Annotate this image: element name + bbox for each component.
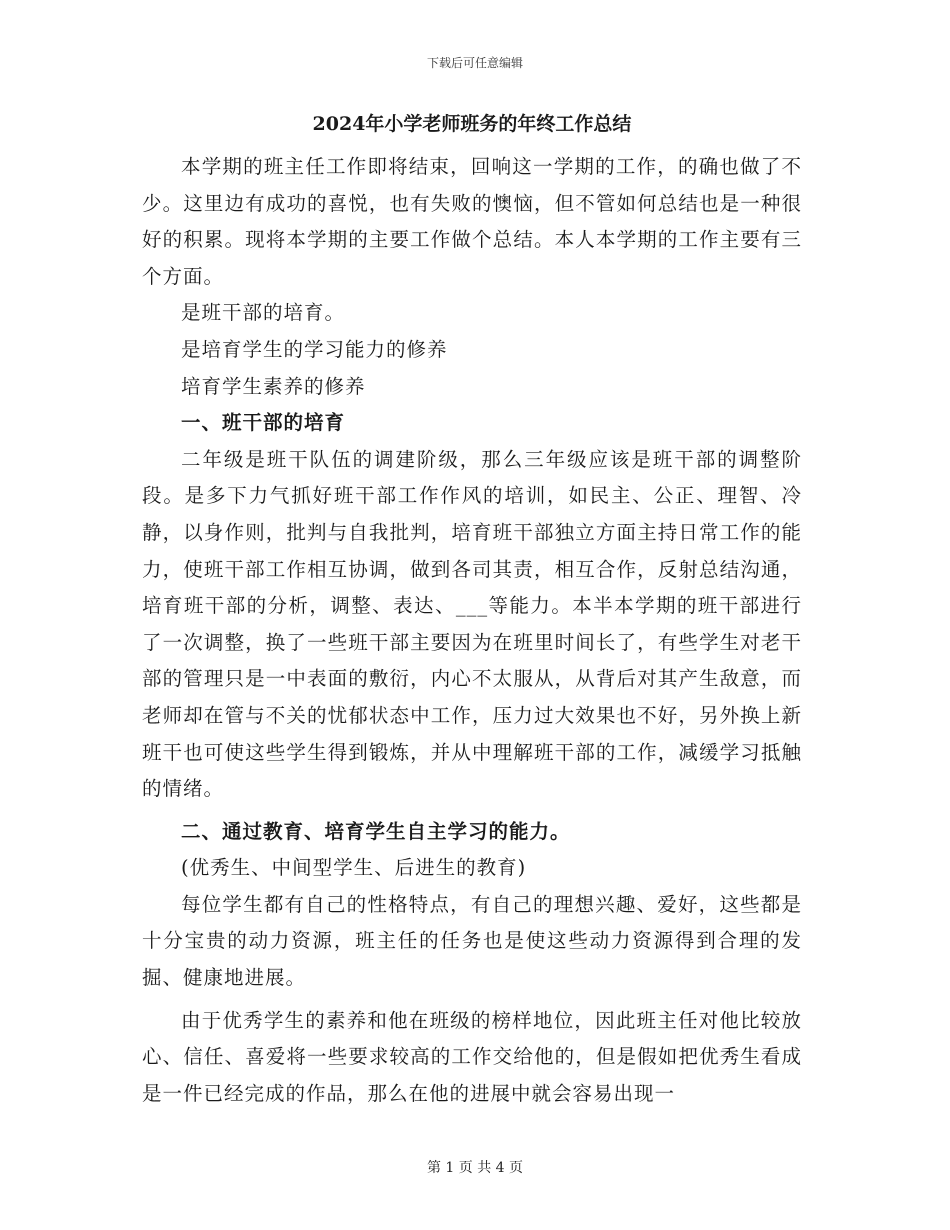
section1-paragraph: 二年级是班干队伍的调建阶级，那么三年级应该是班干部的调整阶段。是多下力气抓好班干部工作作风的培训，如民主、公正、理智、冷静，以身作则，批判与自我批判，培育班干部独立方面主持日常工作的能力，使班干部工作相互协调，做到各司其责，相互合作，反射总结沟通，培育班干部的分析，调整、表达、___等能力。本半本学期的班干部进行了一次调整，换了一些班干部主要因为在班里时间长了，有些学生对老干部的管理只是一中表面的敷衍，内心不太服从，从背后对其产生敌意，而老师却在管与不关的忧郁状态中工作，压力过大效果也不好，另外换上新班干也可使这些学生得到锻炼，并从中理解班干部的工作，减缓学习抵触的情绪。	[142, 447, 802, 801]
section2-heading: 二、通过教育、培育学生自主学习的能力。	[181, 819, 571, 843]
document-title: 2024年小学老师班务的年终工作总结	[312, 113, 632, 135]
section2-paragraph-2: 由于优秀学生的素养和他在班级的榜样地位，因此班主任对他比较放心、信任、喜爱将一些要求较高的工作交给他的，但是假如把优秀生看成是一件已经完成的作品，那么在他的进展中就会容易出现一	[142, 1008, 802, 1105]
point-item-2: 是培育学生的学习能力的修养	[181, 337, 448, 361]
section2-subheading: (优秀生、中间型学生、后进生的教育)	[181, 856, 527, 880]
document-body	[142, 111, 802, 1112]
point-item-1: 是班干部的培育。	[181, 301, 346, 325]
page-header-note: 下载后可任意编辑	[426, 56, 523, 70]
page-number: 第 1 页 共 4 页	[426, 1160, 524, 1176]
section2-paragraph-1: 每位学生都有自己的性格特点，有自己的理想兴趣、爱好，这些都是十分宝贵的动力资源，班主任的任务也是使这些动力资源得到合理的发掘、健康地进展。	[142, 892, 802, 990]
point-item-3: 培育学生素养的修养	[181, 374, 366, 398]
section1-heading: 一、班干部的培育	[181, 411, 346, 435]
intro-paragraph: 本学期的班主任工作即将结束，回响这一学期的工作，的确也做了不少。这里边有成功的喜悦，也有失败的懊恼，但不管如何总结也是一种很好的积累。现将本学期的主要工作做个总结。本人本学期的工作主要有三个方面。	[142, 155, 802, 288]
